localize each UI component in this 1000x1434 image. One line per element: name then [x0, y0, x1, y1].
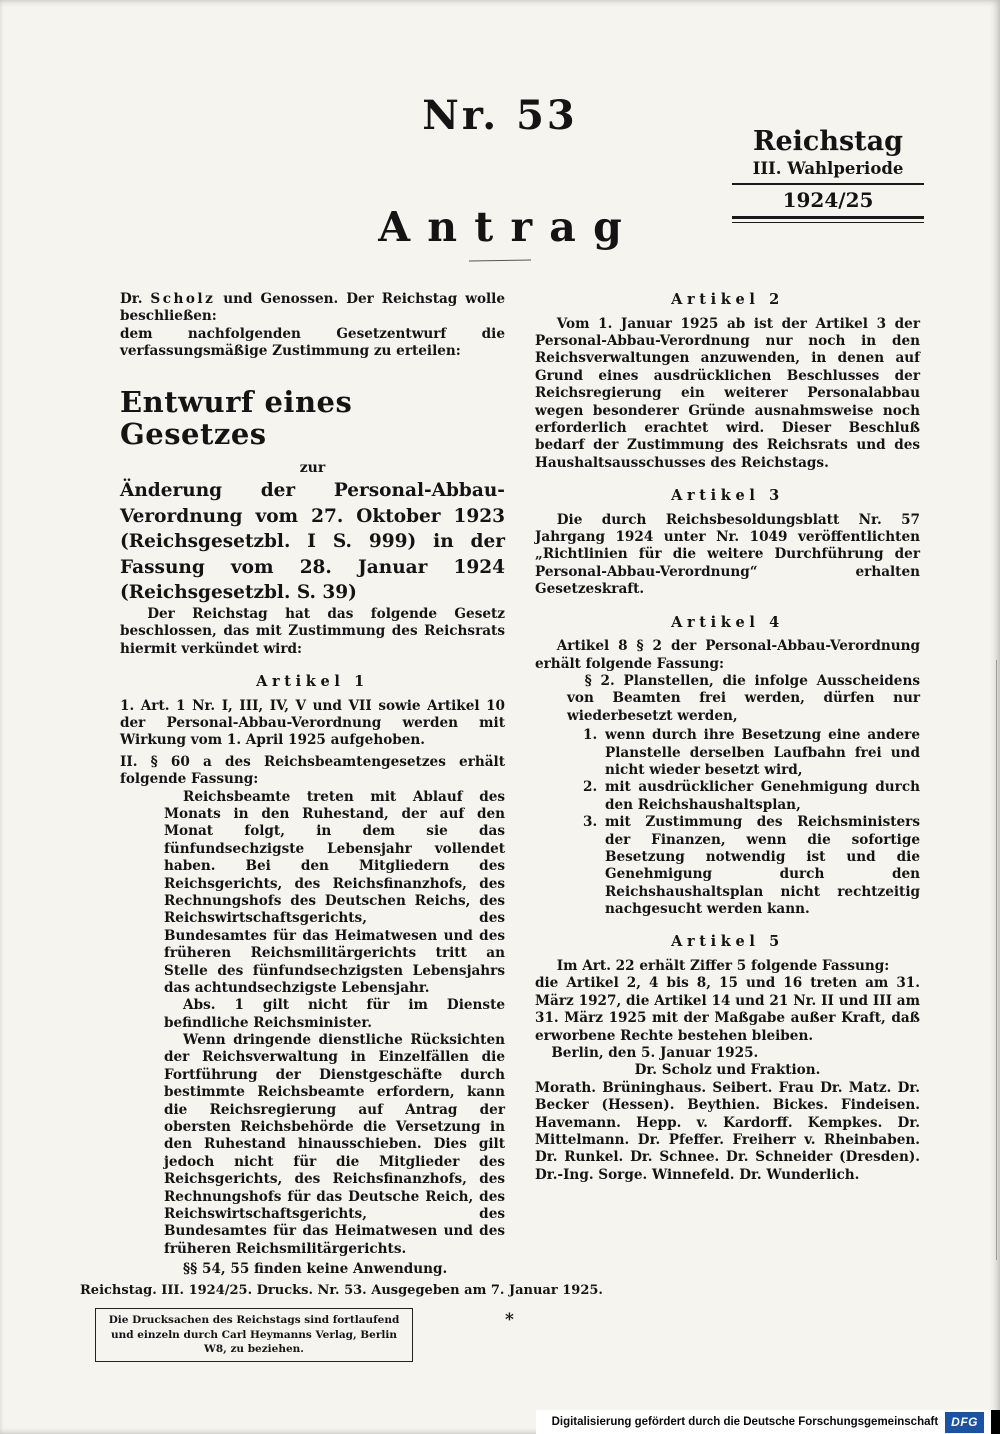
quoted-paragraph-2: Abs. 1 gilt nicht für im Dienste befindliche Reichsminister. [164, 997, 505, 1031]
opening-rest: und Genossen. Der Reichstag wolle beschließen: [120, 291, 505, 325]
document-number: Nr. 53 [422, 92, 578, 139]
session-period: III. Wahlperiode [752, 159, 904, 179]
article-1-item-1: 1. Art. 1 Nr. I, III, IV, V und VII sowie Artikel 10 der Personal-Abbau-Verordnung werden mit Wirkung vom 1. April 1925 aufgehoben. [120, 697, 505, 749]
article-2-body: Vom 1. Januar 1925 ab ist der Artikel 3 der Personal-Abbau-Verordnung nur noch in den Reichsverwaltungen anzuwenden, in denen auf Grund eines ausdrücklichen Beschlusses der Reichsregierung ein weiterer Personalabbau wegen besonderer Gründe ausnahmsweise noch erforderlich erachtet wird. Dieser Beschluß bedarf der Zustimmung des Reichsrats und des Haushaltsausschusses des Reichstags. [535, 315, 920, 471]
dateline: Berlin, den 5. Januar 1925. [551, 1044, 759, 1061]
proposal-paragraph: dem nachfolgenden Gesetzentwurf die verfassungsmäßige Zustimmung zu erteilen: [120, 325, 505, 360]
item-text: mit Zustimmung des Reichsministers der Finanzen, wenn die sofortige Besetzung notwendig ist und die Genehmigung durch den Reichshaushaltsplan nicht rechtzeitig nachgesucht werden kann. [605, 814, 920, 918]
article-4-intro: Artikel 8 § 2 der Personal-Abbau-Verordnung erhält folgende Fassung: [535, 638, 920, 672]
article-4-subparagraph [567, 673, 920, 725]
content-columns [120, 291, 920, 1278]
opening-prefix: Dr. [120, 291, 143, 308]
preamble-paragraph: Der Reichstag hat das folgende Gesetz beschlossen, das mit Zustimmung des Reichsrats hiermit verkündet wird: [120, 605, 505, 657]
opening-paragraph [120, 291, 505, 326]
article-4-heading: Artikel 4 [671, 613, 784, 631]
numbered-item-1 [583, 727, 920, 779]
signature-head: Dr. Scholz und Fraktion. [634, 1062, 821, 1079]
numbered-item-2 [583, 779, 920, 814]
law-heading: Entwurf eines Gesetzes [120, 384, 353, 451]
article-4-par2: § 2. Planstellen, die infolge Ausscheidens von Beamten frei werden, dürfen nur wiederbesetzt werden, [567, 672, 920, 724]
strip-end-cap [991, 1410, 1000, 1434]
article-3-heading: Artikel 3 [671, 487, 784, 505]
right-column [535, 291, 920, 1278]
article-4-list [583, 727, 920, 918]
article-1-item-2: II. § 60 a des Reichsbeamtengesetzes erhält folgende Fassung: [120, 753, 505, 788]
session-rule-bottom-thick [732, 216, 924, 219]
imprint-line: Reichstag. III. 1924/25. Drucks. Nr. 53. Ausgegeben am 7. Januar 1925. [80, 1283, 603, 1298]
article-5-body: die Artikel 2, 4 bis 8, 15 und 16 treten am 31. März 1927, die Artikel 14 und 21 Nr. II und III am 31. März 1925 mit der Maßgabe außer Kraft, daß erworbene Rechte bestehen bleiben. [535, 975, 920, 1044]
law-subtitle: zur [299, 460, 326, 477]
quoted-paragraph-3: Wenn dringende dienstliche Rücksichten der Reichsverwaltung in Einzelfällen die Fortführung der Dienstgeschäfte durch bestimmte Reichsbeamte erfordern, kann die Reichsregierung auf Antrag der obersten Reichsbehörde die Versetzung in den Ruhestand hinausschieben. Dies gilt jedoch nicht für die Mitglieder des Reichsgerichts, des Reichsfinanzhofs, des Rechnungshofs für das Deutsche Reich, des Reichswirtschaftsgerichts, des Bundesamtes für das Heimatwesen und des früheren Reichsmilitärgerichts. [164, 1032, 505, 1257]
item-number: 1. [583, 727, 598, 744]
session-years: 1924/25 [782, 188, 874, 213]
signatories: Morath. Brüninghaus. Seibert. Frau Dr. Matz. Dr. Becker (Hessen). Beythien. Bickes. Findeisen. Havemann. Hepp. v. Kardorff. Kempkes. Dr. Mittelmann. Dr. Pfeffer. Freiherr v. Rheinbaben. Dr. Runkel. Dr. Schnee. Dr. Schneider (Dresden). Dr.-Ing. Sorge. Winnefeld. Dr. Wunderlich. [535, 1079, 920, 1183]
article-2-heading: Artikel 2 [671, 291, 784, 309]
scan-edge-artifact [996, 660, 998, 1260]
opening-name: Scholz [150, 291, 216, 308]
session-institution: Reichstag [753, 126, 903, 157]
left-column [120, 291, 505, 1278]
item-text: wenn durch ihre Besetzung eine andere Planstelle derselben Laufbahn frei und nicht wieder besetzt wird, [605, 727, 920, 778]
article-5-intro: Im Art. 22 erhält Ziffer 5 folgende Fassung: [556, 958, 890, 974]
page-title: Antrag [378, 203, 639, 251]
session-rule-bottom-thin [732, 222, 924, 223]
dfg-strip [536, 1410, 1000, 1434]
article-3-body: Die durch Reichsbesoldungsblatt Nr. 57 Jahrgang 1924 unter Nr. 1049 veröffentlichten „Richtlinien für die weitere Durchführung der Personal-Abbau-Verordnung“ erhalten Gesetzeskraft. [535, 511, 920, 598]
dfg-logo: DFG [945, 1412, 984, 1433]
quoted-paragraph-1: Reichsbeamte treten mit Ablauf des Monats in den Ruhestand, der auf den Monat folgt, in dem sie das fünfundsechzigste Lebensjahr vollendet haben. Bei den Mitgliedern des Reichsgerichts, des Reichsfinanzhofs, des Rechnungshofs des Deutschen Reichs, des Reichswirtschaftsgerichts, des Bundesamtes für das Heimatwesen und des früheren Reichsmilitärgerichts tritt an Stelle des fünfundsechzigsten Lebensjahrs das achtundsechzigste Lebensjahr. [164, 788, 505, 996]
dfg-note: Digitalisierung gefördert durch die Deutsche Forschungsgemeinschaft [551, 1416, 939, 1428]
law-title: Änderung der Personal-Abbau-Verordnung vom 27. Oktober 1923 (Reichsgesetzbl. I S. 999) in der Fassung vom 28. Januar 1924 (Reichsgesetzbl. S. 39) [120, 480, 505, 604]
quoted-paragraph-4: §§ 54, 55 finden keine Anwendung. [183, 1261, 448, 1278]
publisher-box: Die Drucksachen des Reichstags sind fortlaufend und einzeln durch Carl Heymanns Verlag, Berlin W8, zu beziehen. [95, 1308, 413, 1362]
article-5-heading: Artikel 5 [671, 933, 784, 951]
article-1-quote-block [164, 789, 505, 1279]
numbered-item-3 [583, 814, 920, 918]
item-text: mit ausdrücklicher Genehmigung durch den Reichshaushaltsplan, [605, 779, 920, 813]
item-number: 3. [583, 814, 598, 831]
title-flourish [469, 260, 531, 262]
article-1-heading: Artikel 1 [256, 673, 369, 691]
item-number: 2. [583, 779, 598, 796]
session-block [732, 128, 924, 223]
footnote-asterisk: * [505, 1310, 514, 1330]
